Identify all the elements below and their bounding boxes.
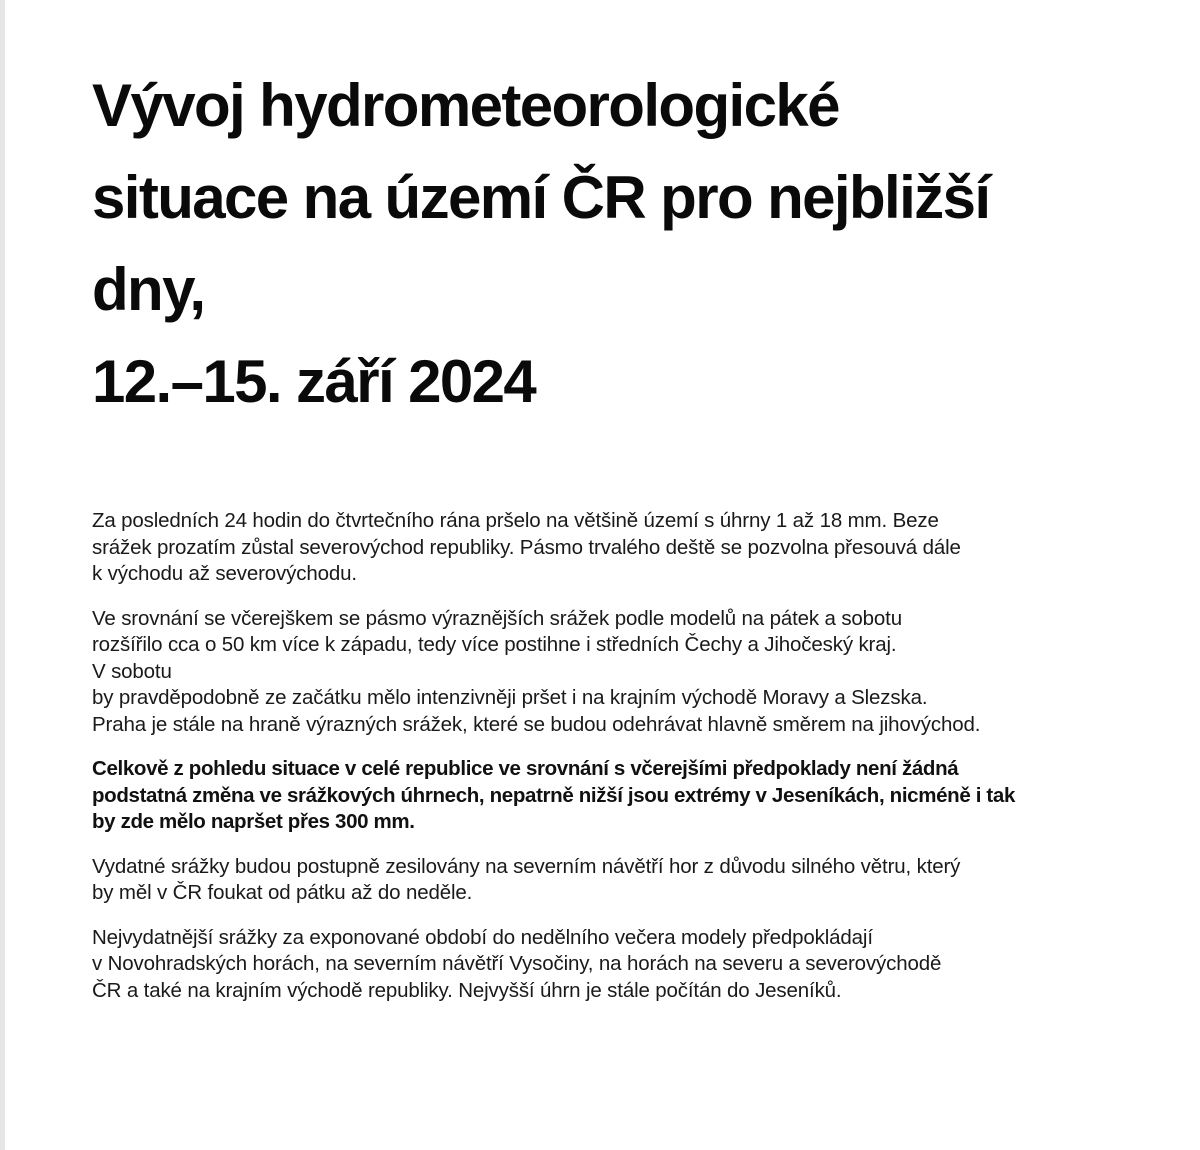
- text-line: v Novohradských horách, na severním návětří Vysočiny, na horách na severu a severovýchodě: [92, 952, 942, 975]
- text-line: ČR a také na krajním východě republiky. Nejvyšší úhrn je stále počítán do Jeseníků.: [92, 978, 842, 1002]
- text-line: Ve srovnání se včerejškem se pásmo výraznějších srážek podle modelů na pátek a sobotu: [92, 606, 902, 630]
- text-line: srážek prozatím zůstal severovýchod republiky. Pásmo trvalého deště se pozvolna přesouvá dále: [92, 535, 961, 559]
- paragraph-overall-summary: [92, 756, 1122, 836]
- article-body: [92, 508, 1122, 1022]
- paragraph-recent-rainfall: [92, 508, 1122, 588]
- text-line: by pravděpodobně ze začátku mělo intenzivněji pršet i na krajním východě Moravy a Slezska.: [92, 686, 928, 709]
- title-line: dny,: [92, 256, 205, 323]
- text-line: Praha je stále na hraně výrazných srážek, které se budou odehrávat hlavně směrem na jihovýchod.: [92, 712, 981, 736]
- title-line: Vývoj hydrometeorologické: [92, 72, 839, 139]
- page-title: [92, 60, 1122, 428]
- text-line: Nejvydatnější srážky za exponované období do nedělního večera modely předpokládají: [92, 925, 873, 949]
- title-line: situace na území ČR pro nejbližší: [92, 164, 990, 231]
- text-line: rozšířilo cca o 50 km více k západu, tedy více postihne i středních Čechy a Jihočeský kraj.: [92, 633, 897, 656]
- paragraph-wind: [92, 854, 1122, 907]
- paragraph-heaviest-areas: [92, 925, 1122, 1005]
- text-line: Vydatné srážky budou postupně zesilovány na severním návětří hor z důvodu silného větru, který: [92, 854, 961, 878]
- text-line: by měl v ČR foukat od pátku až do neděle.: [92, 881, 473, 904]
- text-line: by zde mělo napršet přes 300 mm.: [92, 810, 415, 833]
- left-edge-strip: [0, 0, 5, 1150]
- paragraph-model-comparison: [92, 606, 1122, 739]
- text-line: Za posledních 24 hodin do čtvrtečního rána pršelo na většině území s úhrny 1 až 18 mm. Beze: [92, 509, 939, 532]
- text-line: podstatná změna ve srážkových úhrnech, nepatrně nižší jsou extrémy v Jeseníkách, nicméně i tak: [92, 783, 1015, 807]
- text-line: k východu až severovýchodu.: [92, 562, 357, 585]
- text-line: Celkově z pohledu situace v celé republice ve srovnání s včerejšími předpoklady není žádná: [92, 757, 959, 780]
- article: [92, 60, 1122, 1002]
- title-date: 12.–15. září 2024: [92, 348, 536, 415]
- text-line: V sobotu: [92, 659, 172, 683]
